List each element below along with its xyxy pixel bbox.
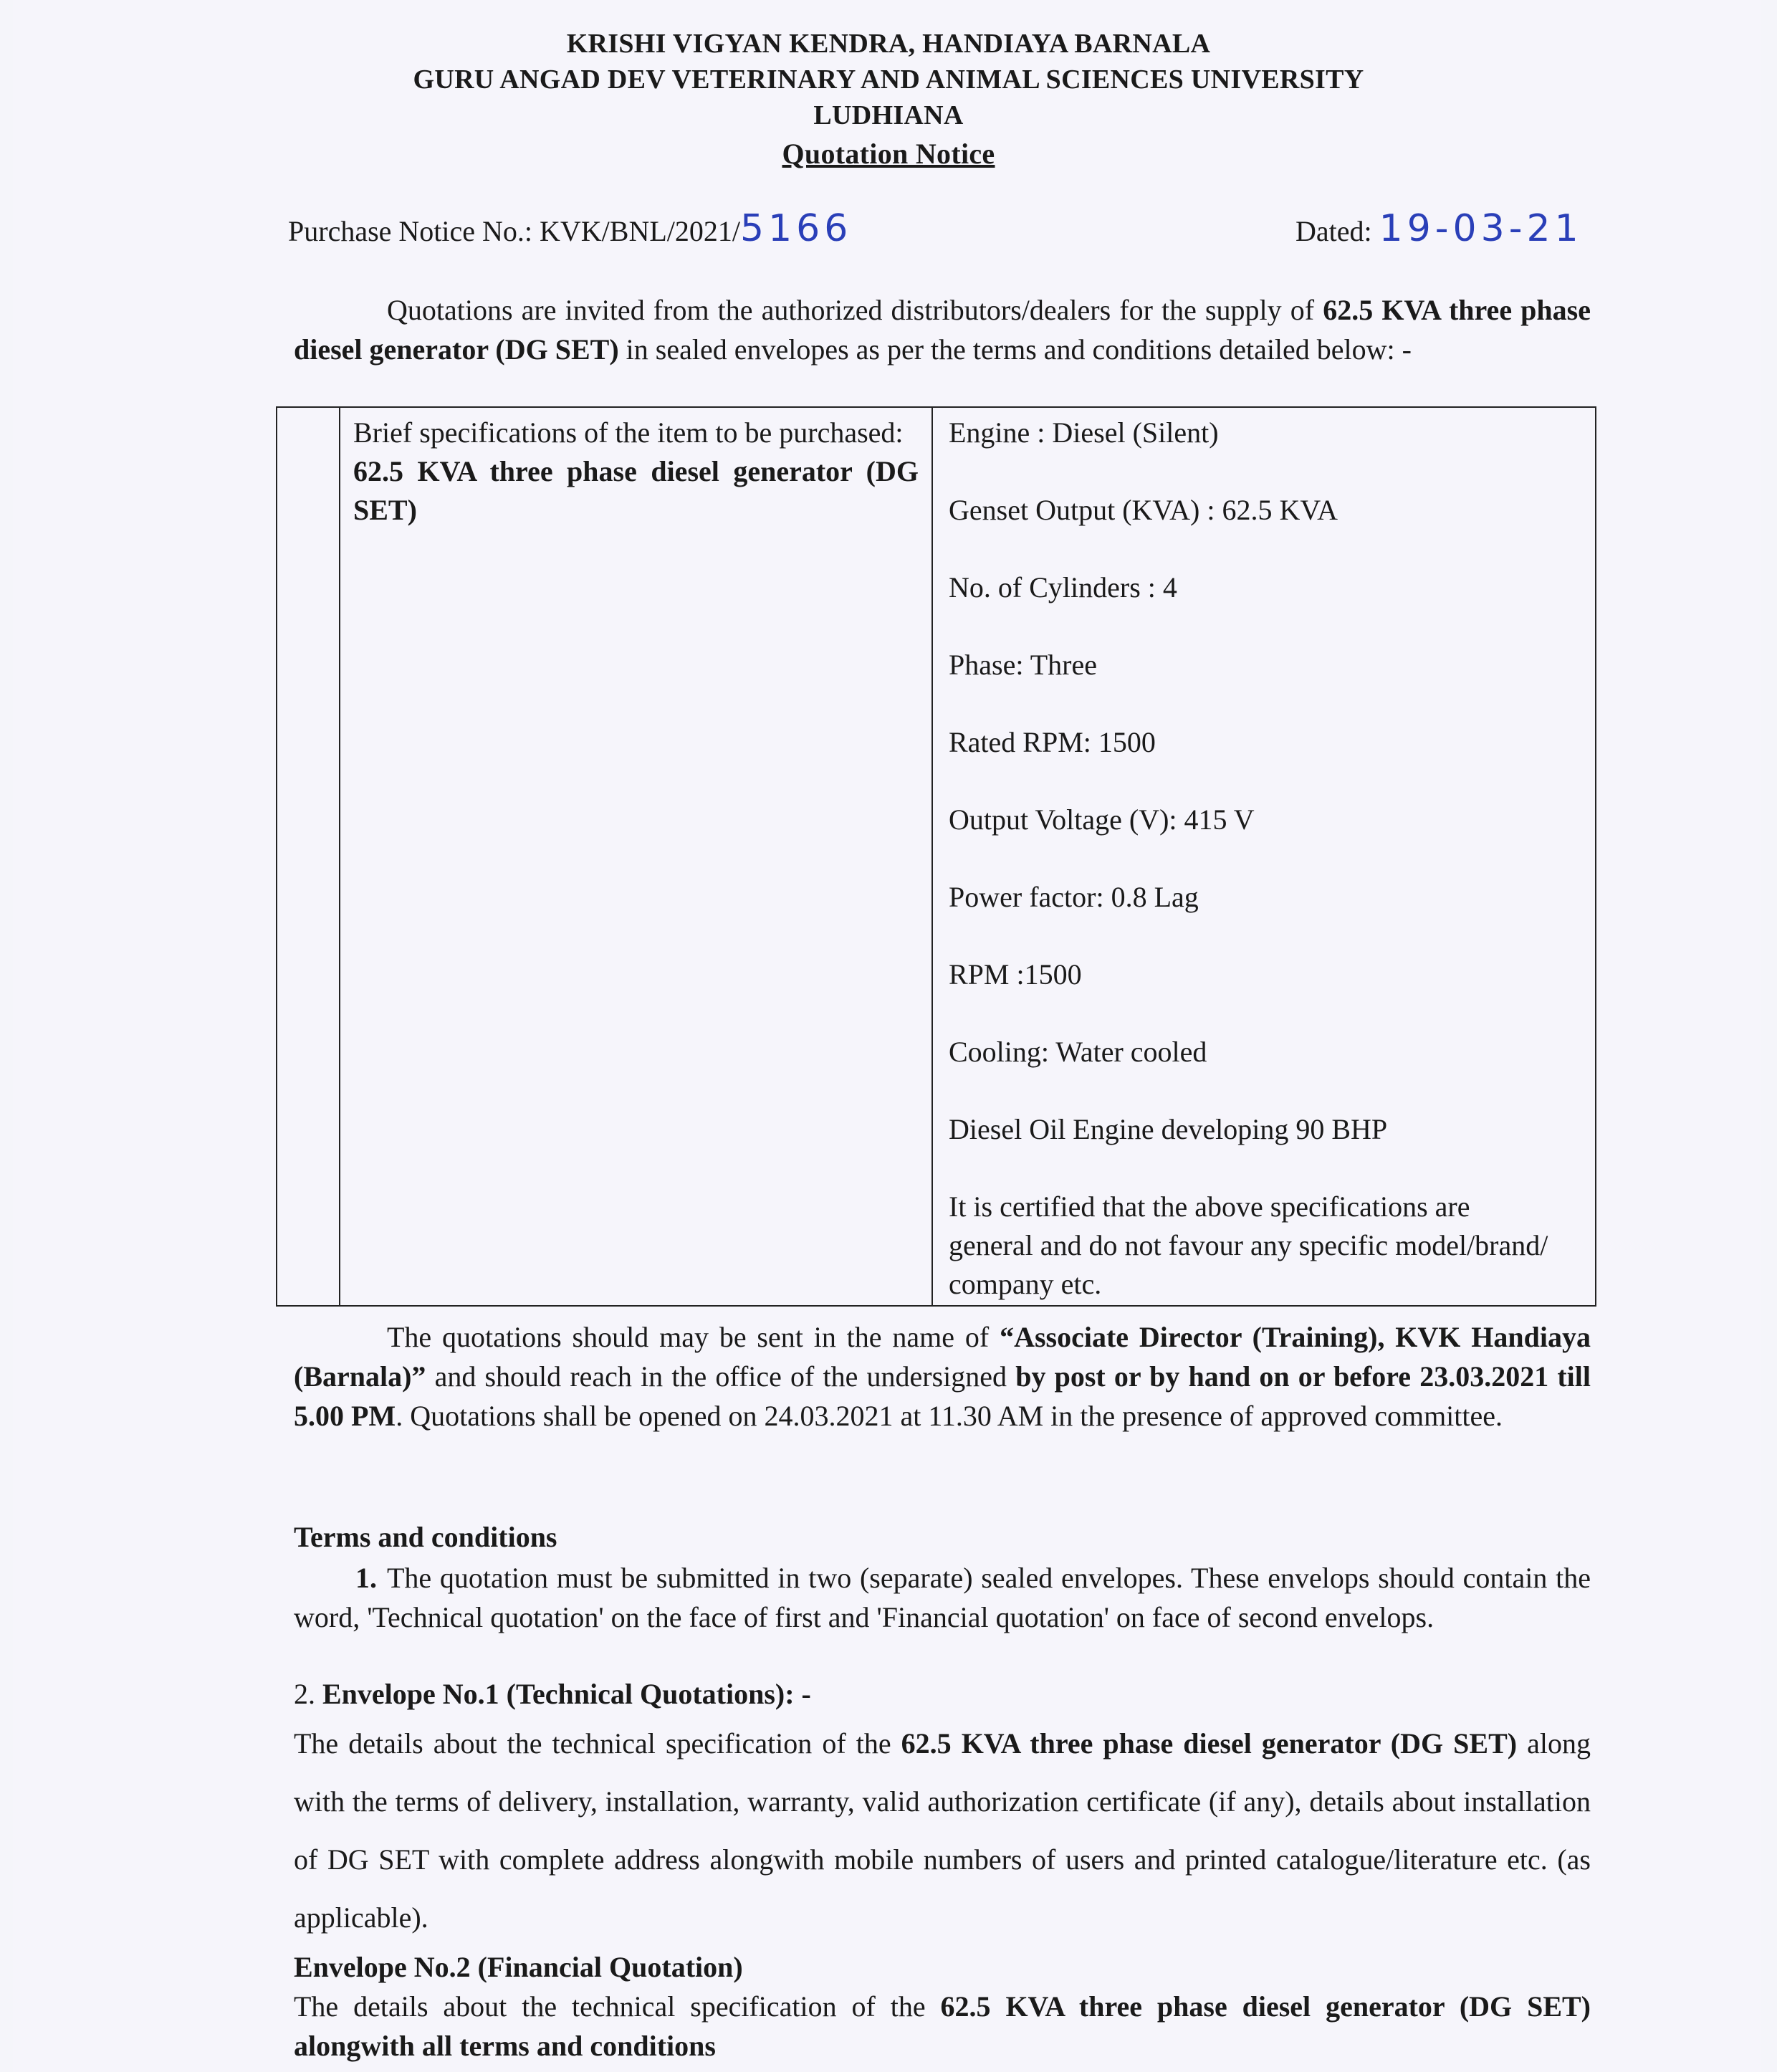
dated-label: Dated: bbox=[1295, 215, 1372, 247]
document-title-text: Quotation Notice bbox=[782, 138, 995, 170]
submission-text-3: . Quotations shall be opened on 24.03.2021 at 11.30 AM in the presence of approved committee. bbox=[396, 1400, 1503, 1432]
spec-cylinders: No. of Cylinders : 4 bbox=[949, 571, 1177, 603]
spec-output-voltage: Output Voltage (V): 415 V bbox=[949, 803, 1255, 836]
submission-text-1: The quotations should may be sent in the name of bbox=[387, 1321, 1000, 1353]
term-2-prefix: 2. bbox=[294, 1678, 322, 1710]
term-1-text: The quotation must be submitted in two (separate) sealed envelopes. These envelops should contain the word, 'Technical quotation' on the face of first and 'Financial quotation' on face of second envelops. bbox=[294, 1562, 1591, 1633]
addressee-bold: “Associate Director (Training), KVK Handiaya (Barnala)” bbox=[294, 1321, 1591, 1393]
terms-heading: Terms and conditions bbox=[294, 1521, 557, 1553]
spec-phase: Phase: Three bbox=[949, 649, 1097, 681]
item-description-text: Brief specifications of the item to be purchased: bbox=[353, 416, 904, 449]
handwritten-notice-number: 5166 bbox=[740, 207, 853, 250]
submission-paragraph bbox=[294, 1317, 1591, 1436]
envelope-1-details bbox=[294, 1714, 1591, 1947]
envelope-2-details bbox=[294, 1987, 1591, 2066]
intro-text-1: Quotations are invited from the authorized distributors/dealers for the supply of bbox=[387, 294, 1323, 326]
intro-item-bold: 62.5 KVA three phase diesel generator (DG SET) bbox=[294, 294, 1591, 366]
envelope-1-item-bold: 62.5 KVA three phase diesel generator (DG SET) bbox=[901, 1727, 1518, 1760]
spec-rated-rpm: Rated RPM: 1500 bbox=[949, 726, 1156, 758]
spec-power-factor: Power factor: 0.8 Lag bbox=[949, 881, 1199, 913]
handwritten-date: 19-03-21 bbox=[1379, 207, 1583, 250]
university-name-line: GURU ANGAD DEV VETERINARY AND ANIMAL SCIENCES UNIVERSITY bbox=[413, 65, 1364, 95]
city-line: LUDHIANA bbox=[813, 100, 964, 130]
spec-rpm: RPM :1500 bbox=[949, 958, 1082, 990]
intro-paragraph bbox=[294, 290, 1591, 369]
spec-list-cell bbox=[932, 407, 1596, 1306]
term-1 bbox=[294, 1558, 1591, 1637]
envelope-1-heading: Envelope No.1 (Technical Quotations): - bbox=[322, 1678, 811, 1710]
spec-engine: Engine : Diesel (Silent) bbox=[949, 416, 1219, 449]
item-description-cell bbox=[340, 407, 932, 1306]
specification-table bbox=[276, 406, 1596, 1307]
envelope-2-item-bold: 62.5 KVA three phase diesel generator (DG SET) alongwith all terms and conditions bbox=[294, 1990, 1591, 2062]
term-2-heading-line bbox=[294, 1675, 811, 1714]
envelope-2-heading: Envelope No.2 (Financial Quotation) bbox=[294, 1951, 743, 1983]
deadline-bold: by post or by hand on or before 23.03.2021 till 5.00 PM bbox=[294, 1360, 1591, 1432]
purchase-notice-number bbox=[288, 209, 852, 251]
spec-cooling: Cooling: Water cooled bbox=[949, 1036, 1207, 1068]
certification-statement: It is certified that the above specifications are general and do not favour any specific model/brand/ company etc. bbox=[949, 1190, 1548, 1300]
document-title bbox=[0, 136, 1777, 173]
submission-text-2: and should reach in the office of the undersigned bbox=[426, 1360, 1016, 1393]
intro-text-2: in sealed envelopes as per the terms and conditions detailed below: - bbox=[618, 333, 1412, 366]
notice-label: Purchase Notice No.: KVK/BNL/2021/ bbox=[288, 215, 741, 247]
envelope-1-text-2: along with the terms of delivery, installation, warranty, valid authorization certificate (if any), details about installation of DG SET with complete address alongwith mobile numbers of users and printed catalogue/literature etc. (as applicable). bbox=[294, 1727, 1591, 1934]
envelope-2-text-1: The details about the technical specification of the bbox=[294, 1990, 941, 2023]
spec-genset-output: Genset Output (KVA) : 62.5 KVA bbox=[949, 494, 1338, 526]
spec-engine-bhp: Diesel Oil Engine developing 90 BHP bbox=[949, 1113, 1388, 1145]
notice-date bbox=[1295, 209, 1583, 251]
envelope-1-text-1: The details about the technical specification of the bbox=[294, 1727, 901, 1760]
org-name-line: KRISHI VIGYAN KENDRA, HANDIAYA BARNALA bbox=[566, 29, 1211, 59]
term-1-number: 1. bbox=[355, 1562, 377, 1594]
item-name-bold: 62.5 KVA three phase diesel generator (DG SET) bbox=[353, 455, 919, 526]
serial-cell bbox=[277, 407, 340, 1306]
